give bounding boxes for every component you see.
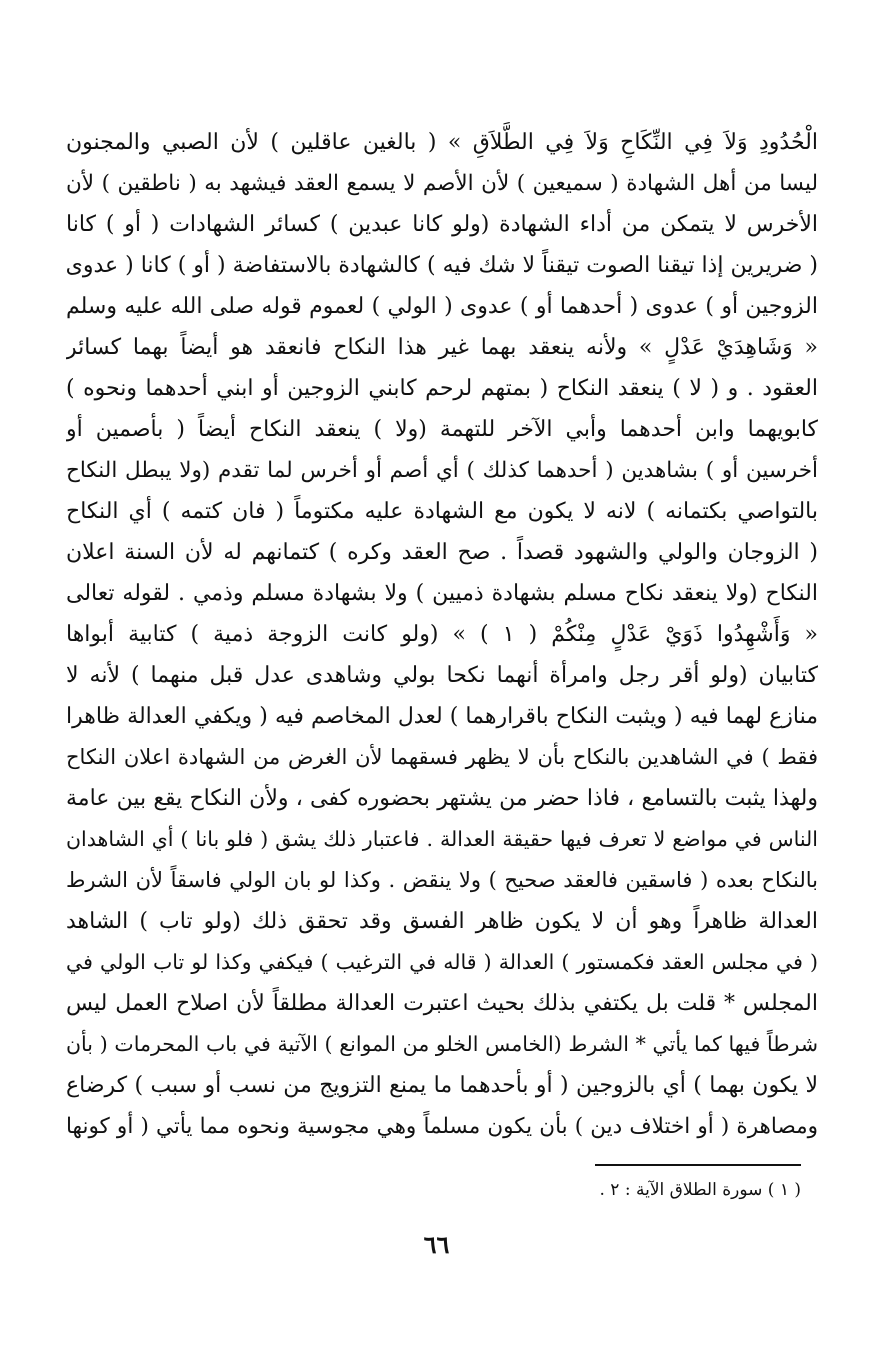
text-line: أخرسين أو ) بشاهدين ( أحدهما كذلك ) أي أصم أو أخرس لما تقدم (ولا يبطل النكاح xyxy=(66,458,818,483)
body-text xyxy=(66,122,818,1147)
text-line: ليسا من أهل الشهادة ( سميعين ) لأن الأصم لا يسمع العقد فيشهد به ( ناطقين ) لأن xyxy=(66,171,818,196)
text-line: بالتواصي بكتمانه ) لانه لا يكون مع الشهادة عليه مكتوماً ( فان كتمه ) أي النكاح xyxy=(66,499,818,524)
text-line: العقود . و ( لا ) ينعقد النكاح ( بمتهم لرحم كابني الزوجين أو ابني أحدهما ونحوه ) xyxy=(66,376,818,401)
text-line: « وَشَاهِدَيْ عَدْلٍ » ولأنه ينعقد بهما غير هذا النكاح فانعقد هو أيضاً بهما كسائر xyxy=(66,335,818,360)
page-number: ٦٦ xyxy=(423,1230,450,1259)
text-line: كابويهما وابن أحدهما وأبي الآخر للتهمة (ولا ) ينعقد النكاح أيضاً ( بأصمين أو xyxy=(66,417,818,442)
text-line: فقط ) في الشاهدين بالنكاح بأن لا يظهر فسقهما لأن الغرض من الشهادة اعلان النكاح xyxy=(66,745,818,769)
text-line: ( في مجلس العقد فكمستور ) العدالة ( قاله في الترغيب ) فيكفي وكذا لو تاب الولي في xyxy=(66,950,818,974)
footnote: ( ١ ) سورة الطلاق الآية : ٢ . xyxy=(599,1180,801,1200)
text-line: منازع لهما فيه ( ويثبت النكاح باقرارهما ) لعدل المخاصم فيه ( ويكفي العدالة ظاهرا xyxy=(66,704,818,729)
text-line: بالنكاح بعده ( فاسقين فالعقد صحيح ) ولا ينقض . وكذا لو بان الولي فاسقاً لأن الشرط xyxy=(66,868,818,892)
text-line: ( ضريرين إذا تيقنا الصوت تيقناً لا شك فيه ) كالشهادة بالاستفاضة ( أو ) كانا ( عدوى xyxy=(66,253,818,278)
text-line: ( الزوجان والولي والشهود قصداً . صح العقد وكره ) كتمانهم له لأن السنة اعلان xyxy=(66,540,818,565)
text-line: ومصاهرة ( أو اختلاف دين ) بأن يكون مسلماً وهي مجوسية ونحوه مما يأتي ( أو كونها xyxy=(66,1114,818,1139)
text-line: الْحُدُودِ وَلاَ فِي النِّكَاحِ وَلاَ فِي الطَّلاَقِ » ( بالغين عاقلين ) لأن الصبي والمجنون xyxy=(66,130,818,155)
text-line: ولهذا يثبت بالتسامع ، فاذا حضر من يشتهر بحضوره كفى ، ولأن النكاح يقع بين عامة xyxy=(66,786,818,811)
text-line: العدالة ظاهراً وهو أن لا يكون ظاهر الفسق وقد تحقق ذلك (ولو تاب ) الشاهد xyxy=(66,909,818,934)
text-line: « وَأَشْهِدُوا ذَوَيْ عَدْلٍ مِنْكُمْ ( ١ ) » (ولو كانت الزوجة ذمية ) كتابية أبواها xyxy=(66,622,818,647)
text-line: لا يكون بهما ) أي بالزوجين ( أو بأحدهما ما يمنع التزويج من نسب أو سبب ) كرضاع xyxy=(66,1073,818,1098)
text-line: كتابيان (ولو أقر رجل وامرأة أنهما نكحا بولي وشاهدى عدل قبل منهما ) لأنه لا xyxy=(66,663,818,688)
text-line: الأخرس لا يتمكن من أداء الشهادة (ولو كانا عبدين ) كسائر الشهادات ( أو ) كانا xyxy=(66,212,818,237)
text-line: المجلس * قلت بل يكتفي بذلك بحيث اعتبرت العدالة مطلقاً لأن اصلاح العمل ليس xyxy=(66,991,818,1016)
text-line: الزوجين أو ) عدوى ( أحدهما أو ) عدوى ( الولي ) لعموم قوله صلى الله عليه وسلم xyxy=(66,294,818,319)
text-line: شرطاً فيها كما يأتي * الشرط (الخامس الخلو من الموانع ) الآتية في باب المحرمات ( بأن xyxy=(66,1032,818,1056)
text-line: الناس في مواضع لا تعرف فيها حقيقة العدالة . فاعتبار ذلك يشق ( فلو بانا ) أي الشاهدان xyxy=(66,827,818,851)
footnote-separator xyxy=(595,1164,801,1166)
text-line: النكاح (ولا ينعقد نكاح مسلم بشهادة ذميين ) ولا بشهادة مسلم وذمي . لقوله تعالى xyxy=(66,581,818,606)
